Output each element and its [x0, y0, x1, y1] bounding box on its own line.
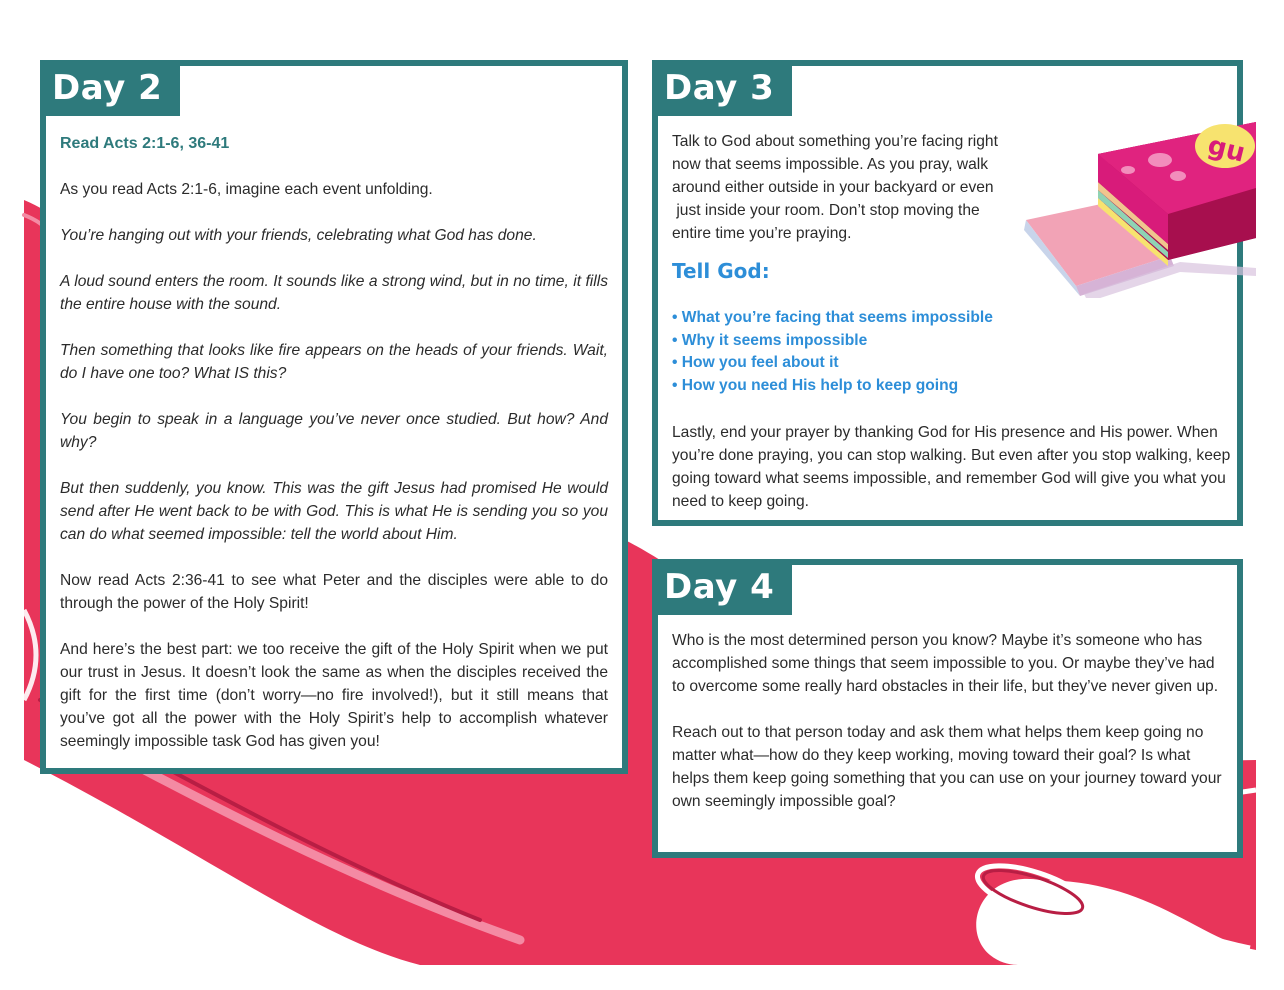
day2-content	[60, 132, 608, 776]
day2-paragraph-7: Now read Acts 2:36-41 to see what Peter and the disciples were able to do through the power of the Holy Spirit!	[60, 572, 608, 612]
day2-paragraph-6: But then suddenly, you know. This was the gift Jesus had promised He would send after He went back to be with God. This is what He is sending you so you can do what seemed impossible: tell the world about Him.	[60, 480, 608, 543]
tell-god-item: • How you need His help to keep going	[672, 377, 959, 395]
day3-intro-line: entire time you’re praying.	[672, 225, 852, 242]
day4-paragraph-1: Who is the most determined person you know? Maybe it’s someone who has accomplished some things that seem impossible to you. Or maybe they’ve had to overcome some really hard obstacles in their life, but they’ve never given up.	[672, 632, 1219, 695]
day4-title: Day 4	[652, 559, 792, 615]
day2-paragraph-2: You’re hanging out with your friends, celebrating what God has done.	[60, 227, 537, 244]
tell-god-item: • Why it seems impossible	[672, 331, 868, 349]
tell-god-item: • What you’re facing that seems impossible	[672, 309, 993, 326]
day2-paragraph-1: As you read Acts 2:1-6, imagine each event unfolding.	[60, 181, 433, 198]
tell-god-list	[672, 307, 1232, 398]
tell-god-heading: Tell God:	[672, 259, 770, 283]
gum-pack-label: gu	[1204, 130, 1249, 169]
day2-paragraph-5: You begin to speak in a language you’ve never once studied. But how? And why?	[60, 411, 608, 451]
day4-paragraph-2: Reach out to that person today and ask them what helps them keep going no matter what—how do they keep working, moving toward their goal? Is what helps them keep going something that you can use on your journey toward your own seemingly impossible goal?	[672, 724, 1222, 810]
day3-intro-line: Talk to God about something you’re facing right	[672, 133, 998, 150]
tell-god-item: • How you feel about it	[672, 354, 839, 372]
day3-closing: Lastly, end your prayer by thanking God for His presence and His power. When you’re done praying, you can stop walking. But even after you stop walking, keep going toward what seems impossible, and remember God will give you what you need to keep going.	[672, 423, 1231, 510]
day2-title: Day 2	[40, 60, 180, 116]
day4-card	[652, 559, 1243, 858]
day2-card	[40, 60, 628, 774]
day2-paragraph-4: Then something that looks like fire appears on the heads of your friends. Wait, do I have one too? What IS this?	[60, 342, 608, 382]
day4-content	[672, 629, 1224, 836]
day3-title: Day 3	[652, 60, 792, 116]
day2-paragraph-3: A loud sound enters the room. It sounds like a strong wind, but in no time, it fills the entire house with the sound.	[60, 273, 608, 313]
day3-intro-line: just inside your room. Don’t stop moving the	[672, 202, 980, 219]
day3-intro-line: now that seems impossible. As you pray, walk	[672, 156, 989, 173]
bubble-gum-pack-icon	[1020, 118, 1260, 298]
day2-paragraph-8: And here’s the best part: we too receive the gift of the Holy Spirit when we put our trust in Jesus. It doesn’t look the same as when the disciples received the gift for the first time (don’t worry—no fire involved!), but it still means that you’ve got all the power with the Holy Spirit’s help to accomplish whatever seemingly impossible task God has given you!	[60, 641, 608, 750]
day2-reading: Read Acts 2:1-6, 36-41	[60, 135, 230, 152]
day3-intro-line: around either outside in your backyard or even	[672, 179, 994, 196]
